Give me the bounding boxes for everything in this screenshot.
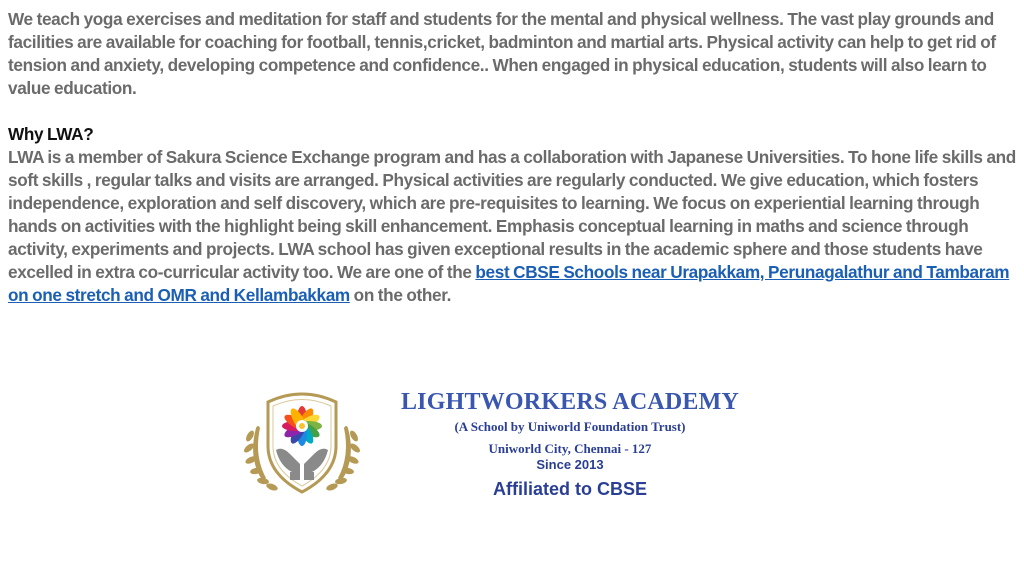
intro-paragraph: We teach yoga exercises and meditation for staff and students for the mental and physical wellness. The vast play grounds and facilities are available for coaching for football, tennis,cricket, badminton and martial arts. Physical activity can help to get rid of tension and anxiety, developing competence and confidence.. When engaged in physical education, students will also learn to value education. [8, 9, 996, 98]
why-lwa-tail: on the other. [349, 285, 452, 305]
why-lwa-body: LWA is a member of Sakura Science Exchange program and has a collaboration with Japanese Universities. To hone life skills and soft skills , regular talks and visits are arranged. Physical activities are regularly conducted. We give education, which fosters independence, exploration and self discovery, which are pre-requisites to learning. We focus on experiential learning through hands on activities with the highlight being skill enhancement. Emphasis conceptual learning in maths and science through activity, experiments and projects. LWA school has given exceptional results in the academic sphere and those students have excelled in extra co-curricular activity too. We are one of the [8, 147, 1016, 282]
academy-trust: (A School by Uniworld Foundation Trust) [454, 419, 686, 434]
academy-city: Uniworld City, Chennai - 127 [488, 441, 652, 456]
article-content [8, 8, 1020, 307]
why-lwa-paragraph [8, 146, 1020, 307]
academy-since: Since 2013 [536, 457, 604, 472]
lotus-hands-shield-icon [242, 388, 362, 498]
academy-name: LIGHTWORKERS ACADEMY [400, 389, 740, 415]
academy-affiliation: Affiliated to CBSE [492, 479, 647, 499]
academy-info [380, 388, 760, 500]
school-logo [242, 388, 362, 498]
paragraph-spacer [8, 100, 1020, 123]
best-cbse-schools-link[interactable]: best CBSE Schools near Urapakkam, Perunagalathur and Tambaram on one stretch and OMR and Kellambakkam [8, 262, 1010, 305]
why-lwa-heading: Why LWA? [8, 124, 94, 144]
